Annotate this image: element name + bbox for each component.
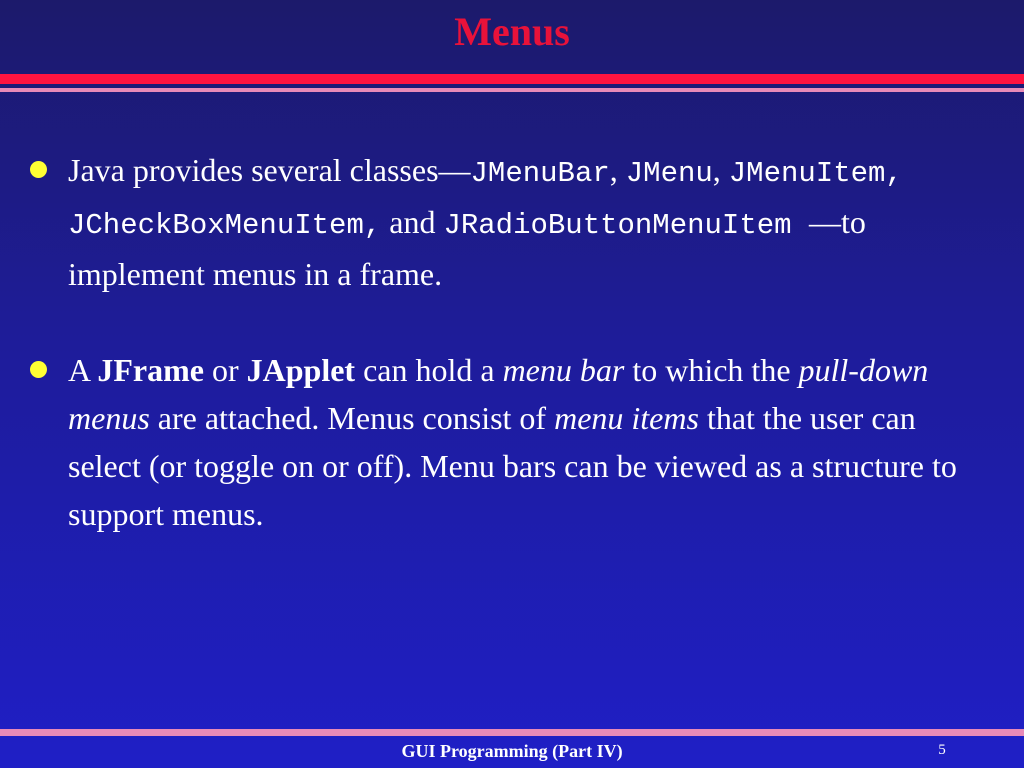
bullet-1-text: , [712, 152, 729, 188]
bullet-2-text: to which the [624, 352, 799, 388]
bullet-2-bold-japplet: JApplet [246, 352, 356, 388]
bullet-2-text: or [203, 352, 247, 388]
bullet-1-text: , [609, 152, 626, 188]
bullet-2-text: are attached. Menus consist of [149, 400, 555, 436]
bullet-1-code-jmenu: JMenu [625, 157, 713, 190]
bullet-2-italic-menu-bar: menu bar [502, 352, 625, 388]
bullet-2-italic-menu-items: menu items [554, 400, 699, 436]
footer-title: GUI Programming (Part IV) [401, 741, 623, 761]
bullet-item-2 [30, 346, 990, 538]
footer-rule [0, 729, 1024, 736]
slide-body [30, 146, 990, 538]
bullet-dot-icon [30, 161, 47, 178]
bullet-2-text: A [68, 352, 98, 388]
bullet-2-bold-jframe: JFrame [97, 352, 204, 388]
bullet-2-text: that the user can select (or toggle on or off). Menu bars can be viewed as a structure to support menus. [68, 400, 957, 532]
bullet-2-italic-pull-down-menus: pull-down menus [68, 352, 929, 436]
bullet-1-text: and [381, 204, 444, 240]
bullet-item-1 [30, 146, 990, 298]
bullet-1-text: Java provides several classes— [68, 152, 471, 188]
bullet-dot-icon [30, 361, 47, 378]
bullet-1-code-jmenuitem: JMenuItem, JCheckBoxMenuItem, [68, 157, 903, 242]
title-rule-pink [0, 88, 1024, 92]
bullet-1-code-jradiobuttonmenuitem: JRadioButtonMenuItem [443, 209, 809, 242]
bullet-1-text: —to implement menus in a frame. [68, 204, 866, 292]
title-rule-red [0, 74, 1024, 84]
bullet-1-code-jmenubar: JMenuBar [470, 157, 610, 190]
bullet-2-text: can hold a [355, 352, 503, 388]
page-number: 5 [938, 742, 946, 758]
slide-title: Menus [454, 9, 570, 54]
